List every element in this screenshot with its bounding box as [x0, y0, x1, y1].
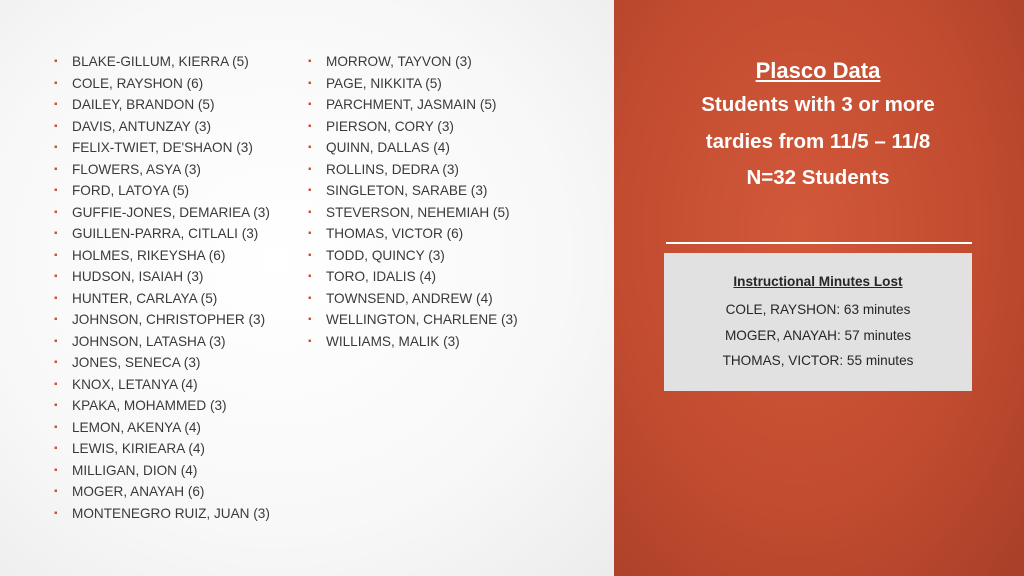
- student-list-item: [308, 180, 518, 202]
- student-list-column-1: [54, 51, 270, 524]
- bullet-icon: ▪: [308, 335, 312, 347]
- student-name: WELLINGTON, CHARLENE (3): [326, 312, 518, 327]
- student-name: THOMAS, VICTOR (6): [326, 226, 464, 241]
- bullet-icon: ▪: [54, 206, 58, 218]
- student-list-item: [308, 159, 518, 181]
- student-list-item: [308, 288, 518, 310]
- student-name: KPAKA, MOHAMMED (3): [72, 398, 227, 413]
- student-name: TORO, IDALIS (4): [326, 269, 437, 284]
- student-list-item: [308, 94, 518, 116]
- student-name: FLOWERS, ASYA (3): [72, 161, 201, 177]
- bullet-icon: ▪: [308, 271, 312, 282]
- student-name: TOWNSEND, ANDREW (4): [326, 290, 493, 306]
- bullet-icon: ▪: [54, 142, 58, 153]
- slide-subtitle-line-3: N=32 Students: [746, 166, 890, 189]
- student-name: TODD, QUINCY (3): [326, 247, 445, 263]
- bullet-icon: ▪: [54, 77, 58, 89]
- student-name: STEVERSON, NEHEMIAH (5): [326, 204, 510, 220]
- student-name: COLE, RAYSHON (6): [72, 75, 204, 91]
- student-list-item: [54, 438, 270, 460]
- student-list-item: [308, 137, 518, 159]
- divider-line: [666, 242, 972, 244]
- bullet-icon: ▪: [54, 335, 58, 347]
- bullet-icon: ▪: [54, 486, 58, 497]
- student-list-item: [308, 73, 518, 95]
- instructional-minutes-box: [664, 253, 972, 391]
- student-name: WILLIAMS, MALIK (3): [326, 333, 460, 349]
- student-list-item: [54, 116, 270, 138]
- bullet-icon: ▪: [54, 271, 58, 282]
- bullet-icon: ▪: [54, 378, 58, 390]
- bullet-icon: ▪: [308, 206, 312, 218]
- title-block: [664, 56, 972, 196]
- student-list-item: [308, 266, 518, 288]
- info-box-heading: Instructional Minutes Lost: [733, 274, 903, 289]
- info-box-line: COLE, RAYSHON: 63 minutes: [725, 302, 911, 317]
- bullet-icon: ▪: [308, 163, 312, 175]
- bullet-icon: ▪: [308, 99, 312, 110]
- student-list-item: [54, 137, 270, 159]
- student-name: DAILEY, BRANDON (5): [72, 97, 215, 112]
- student-name: JOHNSON, LATASHA (3): [72, 333, 226, 349]
- bullet-icon: ▪: [308, 314, 312, 325]
- slide-title: Plasco Data: [755, 58, 881, 83]
- bullet-icon: ▪: [54, 314, 58, 325]
- student-list-item: [308, 245, 518, 267]
- student-name: GUFFIE-JONES, DEMARIEA (3): [72, 204, 270, 220]
- student-list-item: [54, 73, 270, 95]
- student-name: DAVIS, ANTUNZAY (3): [72, 118, 211, 134]
- student-name: LEMON, AKENYA (4): [72, 419, 201, 435]
- bullet-icon: ▪: [54, 421, 58, 433]
- student-list-column-2: [308, 51, 518, 352]
- student-list-item: [54, 245, 270, 267]
- student-list-item: [308, 202, 518, 224]
- student-name: SINGLETON, SARABE (3): [326, 183, 488, 198]
- student-name: JOHNSON, CHRISTOPHER (3): [72, 312, 266, 327]
- bullet-icon: ▪: [308, 56, 312, 67]
- student-list-item: [54, 460, 270, 482]
- student-list-item: [308, 223, 518, 245]
- bullet-icon: ▪: [308, 185, 312, 196]
- student-list-item: [54, 417, 270, 439]
- bullet-icon: ▪: [54, 292, 58, 304]
- student-name: FELIX-TWIET, DE'SHAON (3): [72, 140, 253, 155]
- student-list-item: [54, 266, 270, 288]
- bullet-icon: ▪: [308, 292, 312, 304]
- bullet-icon: ▪: [54, 163, 58, 175]
- info-box-lines: [664, 297, 972, 374]
- student-name: FORD, LATOYA (5): [72, 183, 190, 198]
- student-list-item: [54, 159, 270, 181]
- student-name: PAGE, NIKKITA (5): [326, 75, 442, 91]
- student-name: HOLMES, RIKEYSHA (6): [72, 247, 226, 263]
- student-list-item: [54, 202, 270, 224]
- info-box-line: MOGER, ANAYAH: 57 minutes: [724, 327, 912, 343]
- bullet-icon: ▪: [54, 400, 58, 411]
- student-name: MORROW, TAYVON (3): [326, 54, 472, 69]
- student-name: MOGER, ANAYAH (6): [72, 484, 205, 499]
- student-name: PIERSON, CORY (3): [326, 118, 454, 134]
- student-name: BLAKE-GILLUM, KIERRA (5): [72, 54, 249, 69]
- student-list-item: [54, 503, 270, 525]
- student-list-item: [54, 51, 270, 73]
- student-list-item: [308, 116, 518, 138]
- bullet-icon: ▪: [308, 77, 312, 89]
- bullet-icon: ▪: [54, 228, 58, 239]
- student-list-item: [54, 331, 270, 353]
- student-name: HUNTER, CARLAYA (5): [72, 290, 218, 306]
- student-list-item: [308, 309, 518, 331]
- student-name: QUINN, DALLAS (4): [326, 140, 450, 155]
- info-box-line: THOMAS, VICTOR: 55 minutes: [722, 353, 914, 368]
- bullet-icon: ▪: [54, 120, 58, 132]
- bullet-icon: ▪: [308, 228, 312, 239]
- student-name: KNOX, LETANYA (4): [72, 376, 198, 392]
- student-list-item: [54, 481, 270, 503]
- student-list-item: [308, 331, 518, 353]
- bullet-icon: ▪: [54, 249, 58, 261]
- bullet-icon: ▪: [54, 99, 58, 110]
- student-name: LEWIS, KIRIEARA (4): [72, 441, 205, 456]
- student-list-item: [54, 180, 270, 202]
- student-list-item: [54, 223, 270, 245]
- student-list-item: [54, 395, 270, 417]
- bullet-icon: ▪: [308, 142, 312, 153]
- student-list-item: [54, 309, 270, 331]
- bullet-icon: ▪: [54, 357, 58, 368]
- student-list-item: [54, 352, 270, 374]
- student-list-item: [54, 288, 270, 310]
- student-name: GUILLEN-PARRA, CITLALI (3): [72, 226, 259, 241]
- student-list-item: [54, 94, 270, 116]
- student-name: JONES, SENECA (3): [72, 355, 201, 370]
- bullet-icon: ▪: [54, 464, 58, 476]
- slide-subtitle-line-2: tardies from 11/5 – 11/8: [705, 129, 931, 153]
- student-list-item: [54, 374, 270, 396]
- bullet-icon: ▪: [308, 249, 312, 261]
- bullet-icon: ▪: [54, 443, 58, 454]
- student-list-item: [308, 51, 518, 73]
- student-name: HUDSON, ISAIAH (3): [72, 269, 204, 284]
- student-name: PARCHMENT, JASMAIN (5): [326, 97, 497, 112]
- student-name: MILLIGAN, DION (4): [72, 462, 198, 478]
- bullet-icon: ▪: [54, 185, 58, 196]
- student-name: ROLLINS, DEDRA (3): [326, 161, 459, 177]
- bullet-icon: ▪: [54, 56, 58, 67]
- student-name: MONTENEGRO RUIZ, JUAN (3): [72, 505, 270, 521]
- bullet-icon: ▪: [54, 507, 58, 519]
- bullet-icon: ▪: [308, 120, 312, 132]
- slide-subtitle-line-1: Students with 3 or more: [701, 93, 935, 116]
